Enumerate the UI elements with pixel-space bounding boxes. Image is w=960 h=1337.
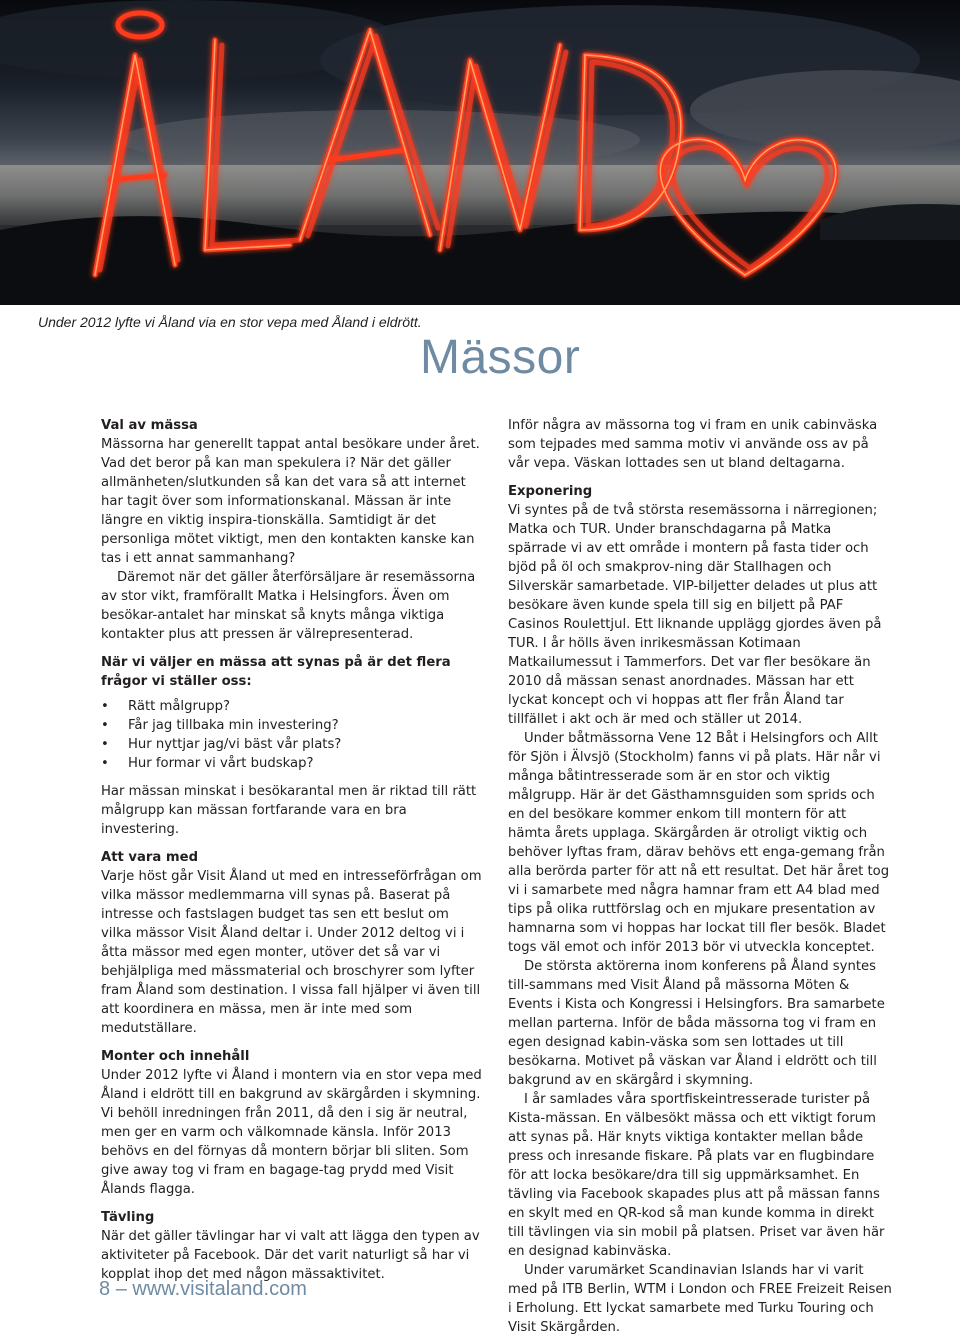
left-column (101, 416, 483, 1284)
list-item: • Hur formar vi vårt budskap? (101, 754, 483, 773)
questions-list (101, 697, 483, 773)
footer-dash: – (115, 1278, 127, 1300)
paragraph: De största aktörerna inom konferens på Åland syntes till-sammans med Visit Åland på mässorna Möten & Events i Kista och Kongressi i Helsingfors. Bra samarbete mellan parterna. Inför de båda mässorna tog vi fram en egen designad kabin-väska som sen lottades ut till besökarna. Motivet på väskan var Åland i eldrött och till bakgrund av en skärgård i skymning. (508, 959, 885, 1088)
page-number: 8 (99, 1278, 111, 1300)
photo-caption: Under 2012 lyfte vi Åland via en stor vepa med Åland i eldrött. (38, 314, 422, 330)
paragraph: Har mässan minskat i besökarantal men är riktad till rätt målgrupp kan mässan fortfarande vara en bra investering. (101, 784, 477, 837)
paragraph: Däremot när det gäller återförsäljare är resemässorna av stor vikt, framförallt Matka i Helsingfors. Även om besökar-antalet har minskat så knyts många viktiga kontakter plus att pressen är välrepresenterad. (101, 570, 476, 642)
paragraph: Under 2012 lyfte vi Åland i montern via en stor vepa med Åland i eldrött till en bakgrund av skärgården i skymning. Vi behöll inredningen från 2011, då den i sig är neutral, men ger en varm och välkomnade känsla. Inför 2013 behövs en del förnyas då montern börjar bli sliten. Som give away tog vi fram en bagage-tag prydd med Visit Ålands flagga. (101, 1068, 482, 1197)
section-title-tavling: Tävling (101, 1210, 155, 1225)
page-title: Mässor (420, 331, 581, 384)
paragraph: Under båtmässorna Vene 12 Båt i Helsingfors och Allt för Sjön i Älvsjö (Stockholm) fanns vi på plats. Här når vi många båtintresserade som är en stor och viktig målgrupp. Här är det Gästhamnsguiden som sprids och en del besökare kommer enkom till montern för att hämta årets upplaga. Skärgården är otroligt viktig och behöver lyftas fram, därav behövs ett enga-gemang från alla berörda parter för att nå ett resultat. Det här året tog vi i samarbete med några hamnar fram ett A4 blad med tips på olika ruttförslag och en mjukare presentation av hamnarna som vi hoppas har lockat till fler besök. Bladet togs väl emot och inför 2013 bör vi utveckla konceptet. (508, 731, 890, 955)
paragraph: När det gäller tävlingar har vi valt att lägga den typen av aktiviteter på Facebook. Där det varit naturligt så har vi kopplat ihop det med någon mässaktivitet. (101, 1229, 480, 1282)
list-item: • Rätt målgrupp? (101, 697, 483, 716)
list-item: • Hur nyttjar jag/vi bäst vår plats? (101, 735, 483, 754)
paragraph: Mässorna har generellt tappat antal besökare under året. Vad det beror på kan man spekulera i? När det gäller allmänheten/slutkunden så kan det vara så att internet har tagit över som informationskanal. Mässan är inte längre en viktig inspira-tionskälla. Samtidigt är det personliga mötet viktigt, men den kontakten kanske kan tas i ett annat sammanhang? (101, 437, 480, 566)
aland-light-painting (0, 0, 960, 305)
page-footer (99, 1278, 307, 1301)
section-title-val-av-massa: Val av mässa (101, 418, 198, 433)
footer-url[interactable]: www.visitaland.com (132, 1278, 307, 1300)
section-title-exponering: Exponering (508, 484, 593, 499)
section-title-monter: Monter och innehåll (101, 1049, 250, 1064)
right-column (508, 416, 892, 1337)
list-item: • Får jag tillbaka min investering? (101, 716, 483, 735)
paragraph: Under varumärket Scandinavian Islands har vi varit med på ITB Berlin, WTM i London och FREE Freizeit Reisen i Erholung. Ett lyckat samarbete med Turku Touring och Visit Skärgården. (508, 1263, 892, 1335)
paragraph: Vi syntes på de två största resemässorna i närregionen; Matka och TUR. Under branschdagarna på Matka spärrade vi av ett område i montern på fasta tider och bjöd på öl och smakprov-ning där Stallhagen och Silverskär samarbetade. VIP-biljetter delades ut plus att besökare även kunde spela till sig en biljett på PAF Casinos Roulettjul. Ett liknande upplägg gjordes även på TUR. I år hölls även inrikesmässan Kotimaan Matkailumessut i Tammerfors. Det var fler besökare än 2010 då mässan senast anordnades. Mässan har ett lyckat koncept och vi hoppas att fler från Åland tar tillfället i akt och är med och ställer ut 2014. (508, 503, 882, 727)
section-title-att-vara-med: Att vara med (101, 850, 199, 865)
questions-title: När vi väljer en mässa att synas på är det flera frågor vi ställer oss: (101, 655, 451, 689)
paragraph: Inför några av mässorna tog vi fram en unik cabinväska som tejpades med samma motiv vi använde oss av på vår vepa. Väskan lottades sen ut bland deltagarna. (508, 418, 878, 471)
paragraph: Varje höst går Visit Åland ut med en intresseförfrågan om vilka mässor medlemmarna vill synas på. Baserat på intresse och fastslagen budget tas sen ett beslut om vilka mässor Visit Åland deltar i. Under 2012 deltog vi i åtta mässor med egen monter, utöver det så var vi behjälpliga med mässmaterial och broschyrer som lyfter fram Åland som destination. I vissa fall hjälper vi även till att koordinera en mässa, men är inte med som medutställare. (101, 869, 482, 1036)
paragraph: I år samlades våra sportfiskeintresserade turister på Kista-mässan. En välbesökt mässa och ett viktigt forum att synas på. Här knyts viktiga kontakter mellan både press och inresande fiskare. På plats var en flugbindare för att locka besökare/dra till sig uppmärksamhet. En tävling via Facebook skapades plus att på mässan fanns en skylt med en QR-kod så man kunde komma in direkt till tävlingen via sin mobil på platsen. Priset var även här en designad kabinväska. (508, 1092, 885, 1259)
hero-photo (0, 0, 960, 305)
